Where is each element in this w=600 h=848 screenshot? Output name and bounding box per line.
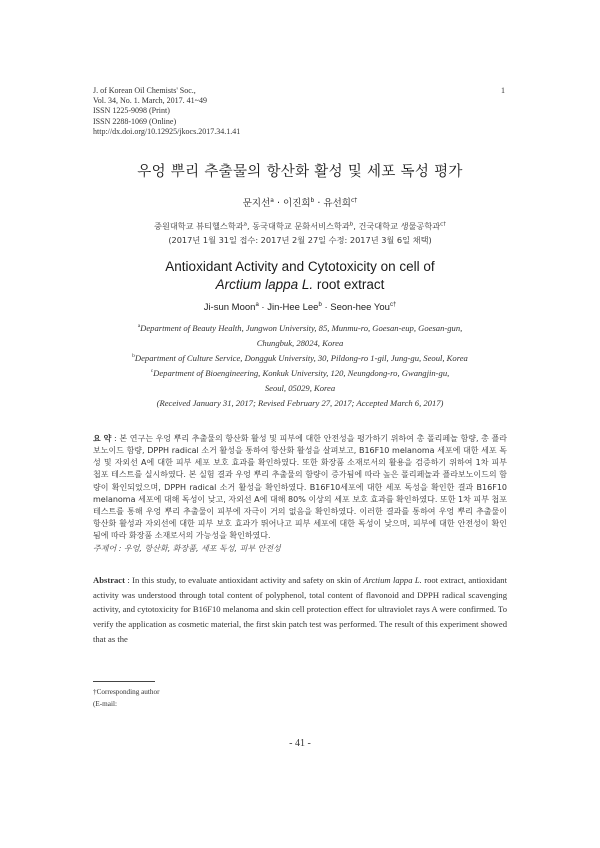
- english-affiliation-line: Seoul, 05029, Korea: [264, 383, 336, 393]
- author-name: Ji-sun Moon: [203, 302, 256, 314]
- korean-title: 우엉 뿌리 추출물의 항산화 활성 및 세포 독성 평가: [137, 164, 463, 180]
- english-title-line2: [0, 277, 600, 292]
- journal-line: Vol. 34, No. 1. March, 2017. 41~49: [93, 96, 207, 106]
- affiliation-mark: c: [150, 368, 154, 375]
- author-separator: ·: [321, 302, 331, 314]
- author-separator: ·: [258, 302, 268, 314]
- affiliation: 동국대학교 문화서비스학과: [252, 221, 350, 231]
- english-title-line1: Antioxidant Activity and Cytotoxicity on cell of: [165, 259, 435, 274]
- author-separator: ·: [314, 198, 324, 209]
- abstract-label: Abstract: [93, 575, 125, 585]
- footnote-divider: [93, 681, 155, 682]
- korean-abstract: [93, 433, 507, 542]
- english-affiliation-line: $^c$Department of Bioengineering, Konkuk University, 120, Neungdong-ro, Gwangjin-gu,: [150, 368, 450, 378]
- abstract-text: : 본 연구는 우엉 뿌리 추출물의 항산화 활성 및 피부에 대한 안전성을 평가하기 위하여 총 폴리페놀 함량, 총 플라보노이드 함량, DPPH radical 소거 활성을 통하여 항산화 활성을 살펴보고, B16F10 melanoma 세포에 대한 세포 독성 및 자외선 A에 대한 피부 세포 보호 효과를 확인하였다. 또한 화장품 소재로서의 활용을 검증하기 위하여 1차 피부 첩포 테스트를 실시하였다. 본 실험 결과 우엉 뿌리 추출물의 함량이 증가됨에 따라 높은 폴리페놀과 플라보노이드의 함량이 확인되었으며, DPPH radical 소거 활성을 확인하였다. B16F10세포에 대한 세포 독성을 확인한 결과 B16F10 melanoma 세포에 대해 독성이 낮고, 자외선 A에 대해 80% 이상의 세포 보호 효과를 확인하였다. 또한 1차 피부 첩포 테스트를 통해 우엉 뿌리 추출물이 피부에 자극이 거의 없음을 확인하였다. 이러한 결과를 통하여 우엉 뿌리 추출물이 항산화 활성과 자외선에 대한 피부 보호 효과가 뛰어나고 피부 세포에 대한 독성이 낮으며, 피부에 대한 안전성이 확인됨에 따라 화장품 소재로서의 가능성을 확인하였다.: [93, 434, 507, 541]
- journal-line: J. of Korean Oil Chemists' Soc.,: [93, 86, 196, 95]
- species-name: Arctium lappa L.: [363, 575, 422, 585]
- korean-affiliations: [0, 221, 600, 232]
- author-mark: b: [310, 196, 315, 204]
- affiliation-mark: b: [349, 221, 354, 228]
- journal-info: [93, 86, 240, 137]
- korean-received-dates: (2017년 1월 31일 접수: 2017년 2월 27일 수정: 2017년 3월 6일 채택): [168, 235, 432, 245]
- author-name: 문지선: [242, 198, 271, 209]
- korean-keywords: 주제어 : 우엉, 항산화, 화장품, 세포 독성, 피부 안전성: [93, 544, 281, 553]
- author-mark: a: [255, 302, 259, 308]
- english-received-dates: (Received January 31, 2017; Revised February 27, 2017; Accepted March 6, 2017): [156, 398, 444, 408]
- author-mark: c†: [389, 302, 397, 308]
- affiliation: 건국대학교 생물공학과: [358, 221, 441, 231]
- author-name: Jin-Hee Lee: [267, 302, 319, 314]
- author-mark: c†: [350, 196, 358, 204]
- author-name: 유선희: [323, 198, 351, 209]
- footnote: [93, 686, 159, 710]
- affiliation-mark: b: [132, 353, 135, 360]
- journal-line: ISSN 1225-9098 (Print): [93, 106, 170, 116]
- journal-line: ISSN 2288-1069 (Online): [93, 116, 177, 126]
- affiliation-mark: a: [243, 221, 248, 228]
- english-abstract: [93, 573, 507, 646]
- affiliation-mark: c†: [440, 221, 446, 228]
- korean-authors: [0, 195, 600, 209]
- email-note: (E-mail:: [93, 700, 117, 708]
- page-number: 1: [501, 86, 505, 95]
- author-mark: a: [270, 196, 274, 204]
- author-mark: b: [318, 302, 322, 308]
- author-name: 이진희: [283, 198, 311, 209]
- abstract-text: root extract, antioxidant activity was understood through total content of polyphenol, total content of flavonoid and DPPH radical scavenging activity, and cytotoxicity for B16F10 melanoma and skin cell protection effect for ultraviolet rays A were confirmed. To verify the application as cosmetic material, the first skin patch test was performed. The result of this experiment showed that as the: [93, 575, 507, 644]
- abstract-text: : In this study, to evaluate antioxidant activity and safety on skin of: [124, 575, 364, 585]
- affiliation-separator: ,: [353, 221, 359, 231]
- affiliation-separator: ,: [247, 221, 253, 231]
- title-tail: root extract: [313, 277, 385, 292]
- corresponding-author-note: †Corresponding author: [93, 688, 160, 696]
- abstract-label: 요 약: [93, 434, 112, 443]
- author-separator: ·: [273, 198, 284, 209]
- affiliation-mark: a: [137, 323, 141, 330]
- english-affiliation-line: $^b$Department of Culture Service, Dongguk University, 30, Pildong-ro 1-gil, Jung-gu, Seoul, Korea: [132, 353, 468, 363]
- english-affiliation-line: Chungbuk, 28024, Korea: [256, 338, 344, 348]
- author-name: Seon-hee You: [330, 302, 390, 314]
- english-authors: [0, 302, 600, 313]
- folio: - 41 -: [289, 738, 311, 749]
- affiliation: 중원대학교 뷰티헬스학과: [154, 221, 244, 231]
- english-affiliation-line: $^a$Department of Beauty Health, Jungwon University, 85, Munmu-ro, Goesan-eup, Goesan-gun,: [137, 323, 463, 333]
- species-name: Arctium lappa L.: [215, 277, 314, 292]
- doi-link[interactable]: http://dx.doi.org/10.12925/jkocs.2017.34.1.41: [93, 126, 241, 136]
